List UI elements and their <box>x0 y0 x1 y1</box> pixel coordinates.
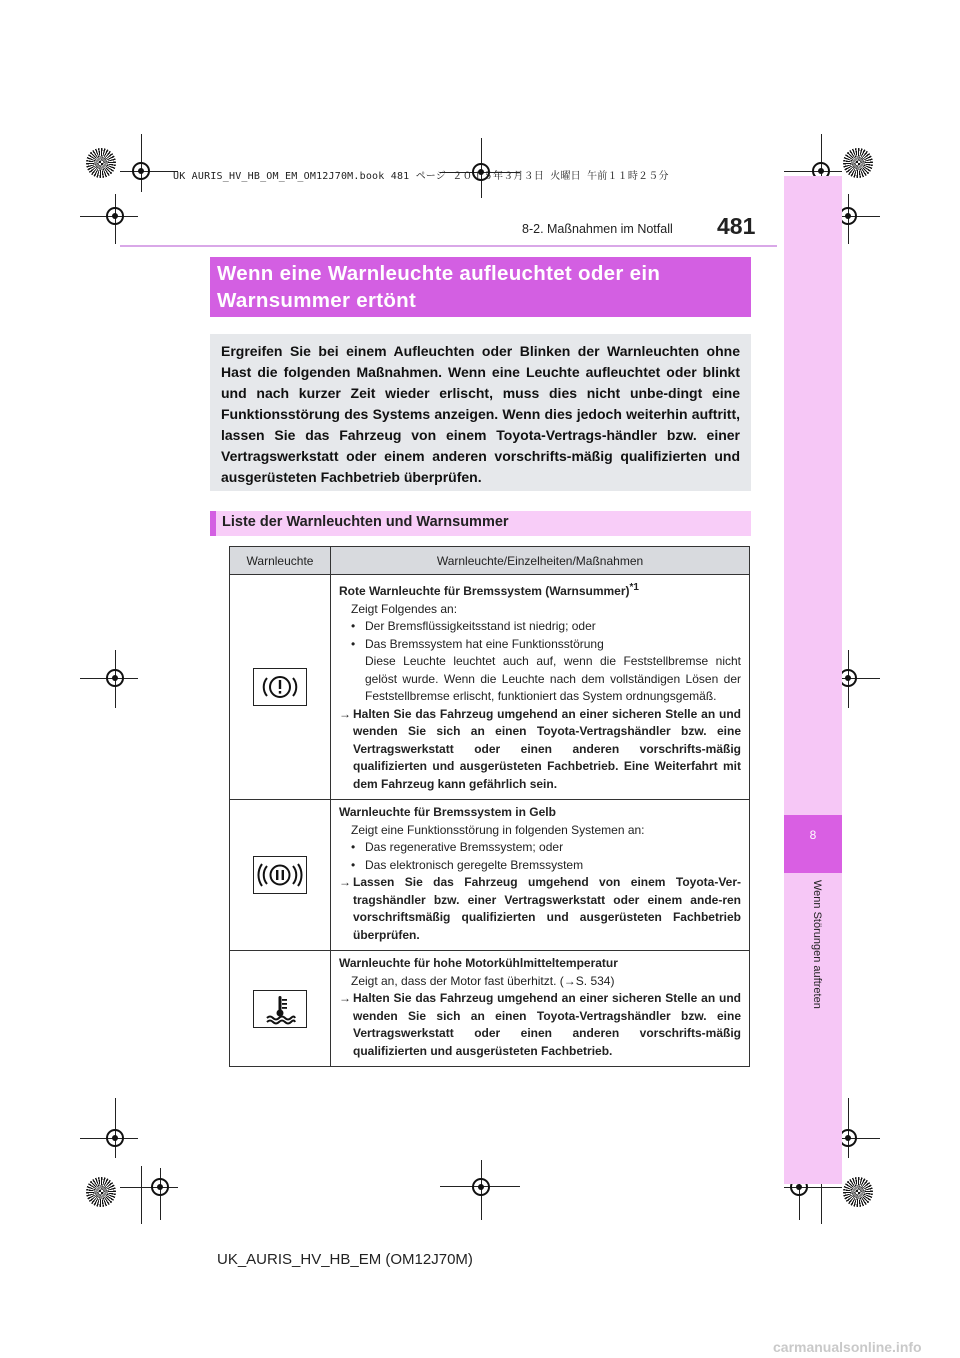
book-stamp: UK AURIS_HV_HB_OM_EM_OM12J70M.book 481 ページ ２０１５年３月３日 火曜日 午前１１時２５分 <box>173 171 669 182</box>
list-item: • Das elektronisch geregelte Bremssystem <box>351 857 584 872</box>
list-item: • Das Bremssystem hat eine Funktionsstörung <box>351 636 604 651</box>
watermark: carmanualsonline.info <box>773 1339 922 1355</box>
entry-title: Rote Warnleuchte für Bremssystem (Warnsummer)$^{*1}$ <box>339 582 639 598</box>
description-cell <box>331 951 750 1067</box>
table-header-row <box>230 547 750 575</box>
intro-text: Ergreifen Sie bei einem Aufleuchten oder Blinken der Warnleuchten ohne Hast die folgenden Maßnahmen. Wenn eine Leuchte aufleuchtet oder blinkt und nach kurzer Zeit wieder erlischt, muss dies nicht unbe-dingt eine Funktionsstörung des Systems anzeigen. Wenn dies jedoch weiterhin auftritt, lassen Sie das Fahrzeug von einem Toyota-Vertrags-händler bzw. einer Vertragswerkstatt oder einem anderen vorschrifts-mäßig qualifizierten und ausgerüsteten Fachbetrieb überprüfen. <box>221 343 740 485</box>
coolant-temperature-icon <box>253 990 307 1028</box>
crosshair-icon <box>101 1124 129 1152</box>
entry-note: Diese Leuchte leuchtet auch auf, wenn die Feststellbremse nicht gelöst wurde. Wenn die Leuchte nach dem vollständigen Lösen der Feststellbremse erlischt, funktioniert das System ordnungsgemäß. <box>365 654 741 703</box>
description-cell <box>331 800 750 951</box>
entry-intro: Zeigt eine Funktionsstörung in folgenden Systemen an: <box>351 822 645 837</box>
crosshair-icon <box>146 1173 174 1201</box>
chapter-number: 8 <box>809 828 817 842</box>
warning-light-table <box>229 546 750 1067</box>
list-heading-marker <box>210 511 216 536</box>
list-item: • Das regenerative Bremssystem; oder <box>351 840 564 854</box>
entry-intro: Zeigt an, dass der Motor fast überhitzt. (→S. 534) <box>351 973 615 988</box>
entry-action: → Halten Sie das Fahrzeug umgehend an einer sicheren Stelle an und wenden Sie sich an einen Toyota-Vertragshändler bzw. eine Vertragswerkstatt oder einen anderen vorschrifts-mäßig qualifizierten und ausgerüsteten Fachbetrieb. <box>339 991 741 1058</box>
section-title: 8-2. Maßnahmen im Notfall <box>522 222 673 236</box>
crosshair-icon <box>101 202 129 230</box>
description-cell <box>331 575 750 800</box>
footer-code: UK_AURIS_HV_HB_EM (OM12J70M) <box>217 1251 473 1268</box>
brake-warning-icon <box>253 668 307 706</box>
chapter-title: Wenn Störungen auftreten <box>811 880 823 1009</box>
table-row <box>230 800 750 951</box>
registration-target-icon <box>86 1177 116 1207</box>
page-heading: Wenn eine Warnleuchte aufleuchtet oder ein Warnsummer ertönt <box>217 262 661 312</box>
entry-title: Warnleuchte für hohe Motorkühlmitteltemperatur <box>339 956 618 970</box>
crosshair-icon <box>467 1173 495 1201</box>
table-row <box>230 951 750 1067</box>
registration-target-icon <box>843 148 873 178</box>
brake-system-yellow-icon <box>253 856 307 894</box>
entry-title: Warnleuchte für Bremssystem in Gelb <box>339 805 556 819</box>
crosshair-icon <box>127 157 155 185</box>
header-rule <box>120 245 777 247</box>
icon-cell <box>230 575 331 800</box>
entry-action: → Lassen Sie das Fahrzeug umgehend von einem Toyota-Ver-tragshändler bzw. einer Vertragswerkstatt oder einem ande-ren vorschriftsmäßig qualifizierten und ausgerüsteten Fachbetrieb überprüfen. <box>339 875 741 942</box>
registration-target-icon <box>86 148 116 178</box>
column-header-details: Warnleuchte/Einzelheiten/Maßnahmen <box>331 547 750 575</box>
page-number: 481 <box>717 213 756 239</box>
table-row <box>230 575 750 800</box>
list-heading: Liste der Warnleuchten und Warnsummer <box>222 514 509 530</box>
entry-intro: Zeigt Folgendes an: <box>351 601 458 616</box>
icon-cell <box>230 800 331 951</box>
entry-action: → Halten Sie das Fahrzeug umgehend an einer sicheren Stelle an und wenden Sie sich an einen Toyota-Vertragshändler bzw. eine Vertragswerkstatt oder einen anderen vorschrifts-mäßig qualifizierten und ausgerüsteten Fachbetrieb. Eine Weiterfahrt mit dem Fahrzeug kann gefährlich sein. <box>339 706 741 791</box>
crosshair-icon <box>101 664 129 692</box>
column-header-warning-light: Warnleuchte <box>230 547 331 575</box>
list-item: • Der Bremsflüssigkeitsstand ist niedrig; oder <box>351 619 596 633</box>
icon-cell <box>230 951 331 1067</box>
registration-target-icon <box>843 1177 873 1207</box>
